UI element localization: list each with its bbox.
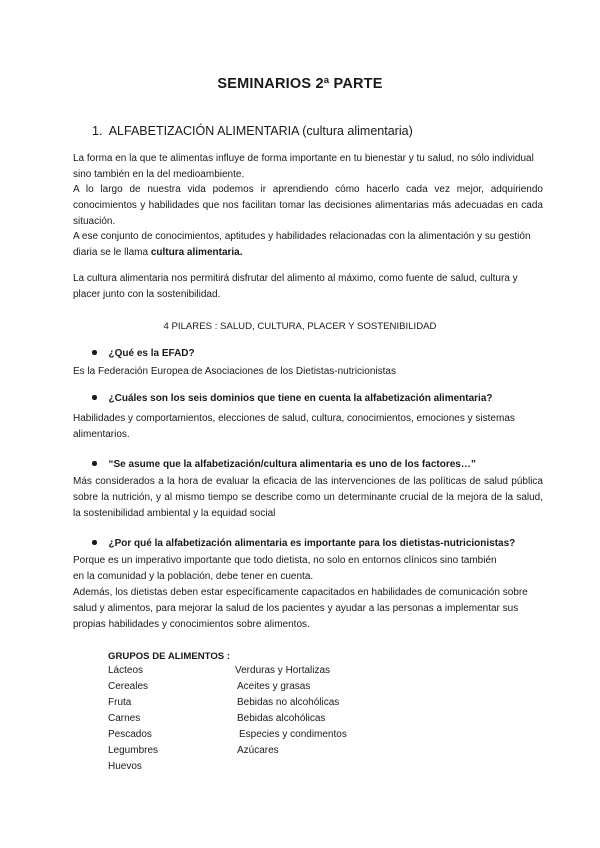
food-group-item: Aceites y grasas: [237, 681, 311, 692]
intro-paragraph-1: La forma en la que te alimentas influye de forma importante en tu bienestar y tu salud, no sólo individual sino también en la del medioambiente.: [73, 153, 534, 180]
section-number: 1.: [92, 124, 103, 138]
question-4: [92, 538, 515, 549]
intro-paragraph-2: A lo largo de nuestra vida podemos ir aprendiendo cómo hacerlo cada vez mejor, adquiriendo conocimientos y habilidades que nos facilitan tomar las decisiones alimentarias más adecuadas en cada situación.: [73, 184, 543, 227]
food-group-item: Lácteos: [108, 665, 144, 676]
question-4-text: ¿Por qué la alfabetización alimentaria es importante para los dietistas-nutricionistas?: [108, 538, 516, 549]
food-group-item: Azúcares: [237, 745, 279, 756]
question-1: [92, 348, 195, 359]
food-group-item: Huevos: [108, 761, 142, 772]
question-1-text: ¿Qué es la EFAD?: [108, 348, 195, 359]
cultura-alimentaria-term: cultura alimentaria: [150, 246, 240, 258]
intro-paragraph-4: La cultura alimentaria nos permitirá disfrutar del alimento al máximo, como fuente de salud, cultura y placer junto con la sostenibilidad.: [73, 273, 518, 300]
intro-paragraph-3-text: A ese conjunto de conocimientos, aptitudes y habilidades relacionadas con la alimentación y su gestión diaria se le llama: [73, 231, 531, 258]
pillars-line: 4 PILARES : SALUD, CULTURA, PLACER Y SOSTENIBILIDAD: [163, 321, 437, 332]
intro-paragraph-3: [73, 229, 543, 261]
food-groups-column-1: [108, 663, 158, 775]
intro-paragraph-3-end: .: [239, 246, 243, 258]
question-3-text: “Se asume que la alfabetización/cultura alimentaria es uno de los factores…”: [108, 459, 476, 470]
section-title: ALFABETIZACIÓN ALIMENTARIA (cultura alimentaria): [108, 124, 413, 138]
food-group-item: Bebidas alcohólicas: [237, 713, 326, 724]
section-heading: [92, 124, 413, 138]
page-title: SEMINARIOS 2ª PARTE: [217, 76, 383, 92]
food-groups-title: GRUPOS DE ALIMENTOS :: [108, 651, 231, 662]
answer-1: Es la Federación Europea de Asociaciones de los Dietistas-nutricionistas: [73, 366, 396, 377]
bullet-icon: [92, 540, 97, 545]
answer-3: Más considerados a la hora de evaluar la eficacia de las intervenciones de las políticas de salud pública sobre la nutrición, y al mismo tiempo se describe como un determinante crucial de la mejora de la salud, la sostenibilidad ambiental y la equidad social: [73, 476, 543, 519]
food-group-item: Especies y condimentos: [239, 729, 347, 740]
bullet-icon: [92, 395, 97, 400]
bullet-icon: [92, 461, 97, 466]
question-2-text: ¿Cuáles son los seis dominios que tiene en cuenta la alfabetización alimentaria?: [108, 393, 493, 404]
food-group-item: Pescados: [108, 729, 152, 740]
question-2: [92, 393, 493, 404]
food-group-item: Cereales: [108, 681, 149, 692]
food-group-item: Carnes: [108, 713, 141, 724]
food-group-item: Bebidas no alcohólicas: [237, 697, 340, 708]
answer-2: Habilidades y comportamientos, elecciones de salud, cultura, conocimientos, emociones y sistemas alimentarios.: [73, 413, 515, 440]
food-groups-column-2: [235, 663, 347, 759]
food-group-item: Verduras y Hortalizas: [235, 665, 331, 676]
answer-4: Porque es un imperativo importante que todo dietista, no solo en entornos clínicos sino también en la comunidad y la población, debe tener en cuenta.: [73, 555, 497, 582]
food-group-item: Legumbres: [108, 745, 159, 756]
food-group-item: Fruta: [108, 697, 132, 708]
question-3: [92, 459, 476, 470]
answer-4-continued: Además, los dietistas deben estar específicamente capacitados en habilidades de comunicación sobre salud y alimentos, para mejorar la salud de los pacientes y ayudar a las personas a implementar sus propias habilidades y conocimientos sobre alimentos.: [73, 587, 528, 630]
bullet-icon: [92, 350, 97, 355]
